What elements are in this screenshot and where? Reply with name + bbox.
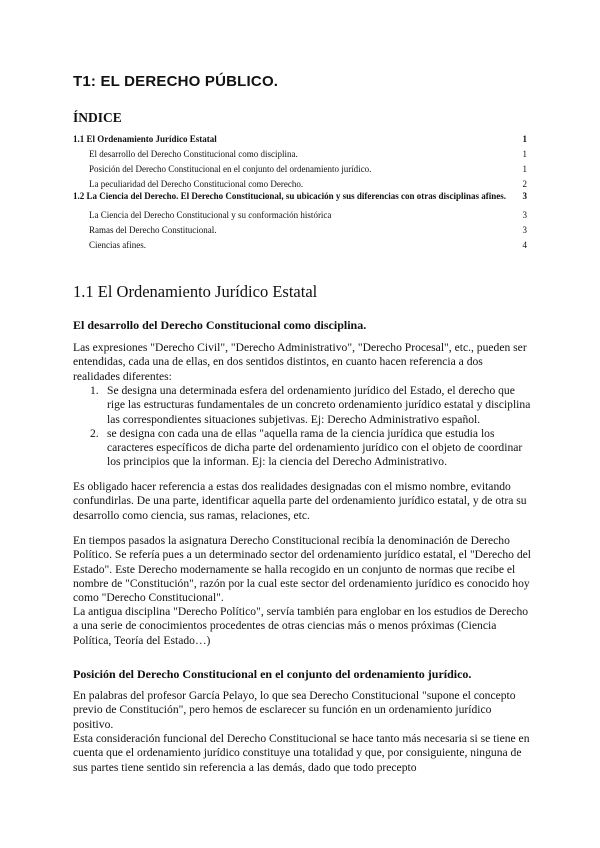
paragraph: En palabras del profesor García Pelayo, lo que sea Derecho Constitucional "supone el concepto previo de Constitución", pero hemos de esclarecer su función en un ordenamiento jurídico positivo. [73, 689, 516, 731]
toc-entry[interactable]: Ramas del Derecho Constitucional. 3 [89, 225, 527, 235]
paragraph: En tiempos pasados la asignatura Derecho Constitucional recibía la denominación de Derecho Político. Se refería pues a un determinado sector del ordenamiento jurídico estatal, el "Derecho del Estado". Este Derecho modernamente se halla recogido en un conjunto de normas que recibe el nombre de "Constitución", razón por la cual este sector del ordenamiento jurídico es conocido hoy como "Derecho Constitucional". [73, 534, 532, 605]
table-of-contents [73, 129, 527, 250]
list-number: 2. [90, 426, 99, 440]
toc-page-number: 2 [522, 179, 527, 189]
numbered-list [90, 384, 531, 470]
toc-page-number: 3 [522, 225, 527, 235]
paragraph: Las expresiones "Derecho Civil", "Derecho Administrativo", "Derecho Procesal", etc., pueden ser entendidas, cada una de ellas, en dos sentidos distintos, en cuanto hacen referencia a dos realidades diferentes: [73, 341, 527, 383]
toc-entry[interactable]: La Ciencia del Derecho Constitucional y su conformación histórica 3 [89, 210, 527, 220]
toc-page-number: 1 [522, 164, 527, 174]
document-title: T1: EL DERECHO PÚBLICO. [73, 73, 279, 90]
list-item [90, 384, 531, 427]
toc-entry[interactable]: Posición del Derecho Constitucional en el conjunto del ordenamiento jurídico. 1 [89, 164, 527, 174]
subsection-heading: Posición del Derecho Constitucional en el conjunto del ordenamiento jurídico. [73, 667, 472, 681]
list-item-text: Se designa una determinada esfera del ordenamiento jurídico del Estado, el derecho que rige las estructuras fundamentales de un concreto ordenamiento jurídico estatal y disciplina las correspondientes situaciones subjetivas. Ej: Derecho Administrativo español. [107, 384, 531, 426]
toc-entry[interactable]: 1.1 El Ordenamiento Jurídico Estatal 1 [73, 134, 527, 144]
toc-page-number: 3 [522, 210, 527, 220]
list-item-text: se designa con cada una de ellas "aquella rama de la ciencia jurídica que estudia los caracteres específicos de dicha parte del ordenamiento jurídico con el objeto de coordinar los principios que la informan. Ej: la ciencia del Derecho Administrativo. [107, 426, 523, 469]
toc-entry[interactable]: La peculiaridad del Derecho Constitucional como Derecho. 2 [89, 179, 527, 189]
section-heading: 1.1 El Ordenamiento Jurídico Estatal [73, 282, 318, 301]
toc-page-number: 3 [522, 191, 527, 201]
toc-page-number: 1 [522, 149, 527, 159]
toc-entry[interactable]: Ciencias afines. 4 [89, 240, 527, 250]
list-item [90, 427, 531, 470]
index-heading: ÍNDICE [73, 110, 122, 125]
paragraph: Esta consideración funcional del Derecho Constitucional se hace tanto más necesaria si se tiene en cuenta que el ordenamiento jurídico constituye una totalidad y que, por consiguiente, ninguna de sus partes tiene sentido sin referencia a las demás, dado que todo precepto [73, 732, 530, 774]
subsection-heading: El desarrollo del Derecho Constitucional como disciplina. [73, 318, 367, 332]
list-number: 1. [90, 384, 99, 397]
toc-entry[interactable]: 1.2 La Ciencia del Derecho. El Derecho Constitucional, su ubicación y sus diferencias con otras disciplinas afines. 3 [73, 191, 527, 201]
paragraph: Es obligado hacer referencia a estas dos realidades designadas con el mismo nombre, evitando confundirlas. De una parte, identificar aquella parte del ordenamiento jurídico estatal, y de otra su desarrollo como ciencia, sus ramas, relaciones, etc. [73, 480, 527, 522]
paragraph: La antigua disciplina "Derecho Político", servía también para englobar en los estudios de Derecho a una serie de conocimientos procedentes de otras ciencias más o menos próximas (Ciencia Política, Teoría del Estado…) [73, 605, 529, 647]
toc-entry[interactable]: El desarrollo del Derecho Constitucional como disciplina. 1 [89, 149, 527, 159]
toc-page-number: 4 [522, 240, 527, 250]
toc-page-number: 1 [522, 134, 527, 144]
